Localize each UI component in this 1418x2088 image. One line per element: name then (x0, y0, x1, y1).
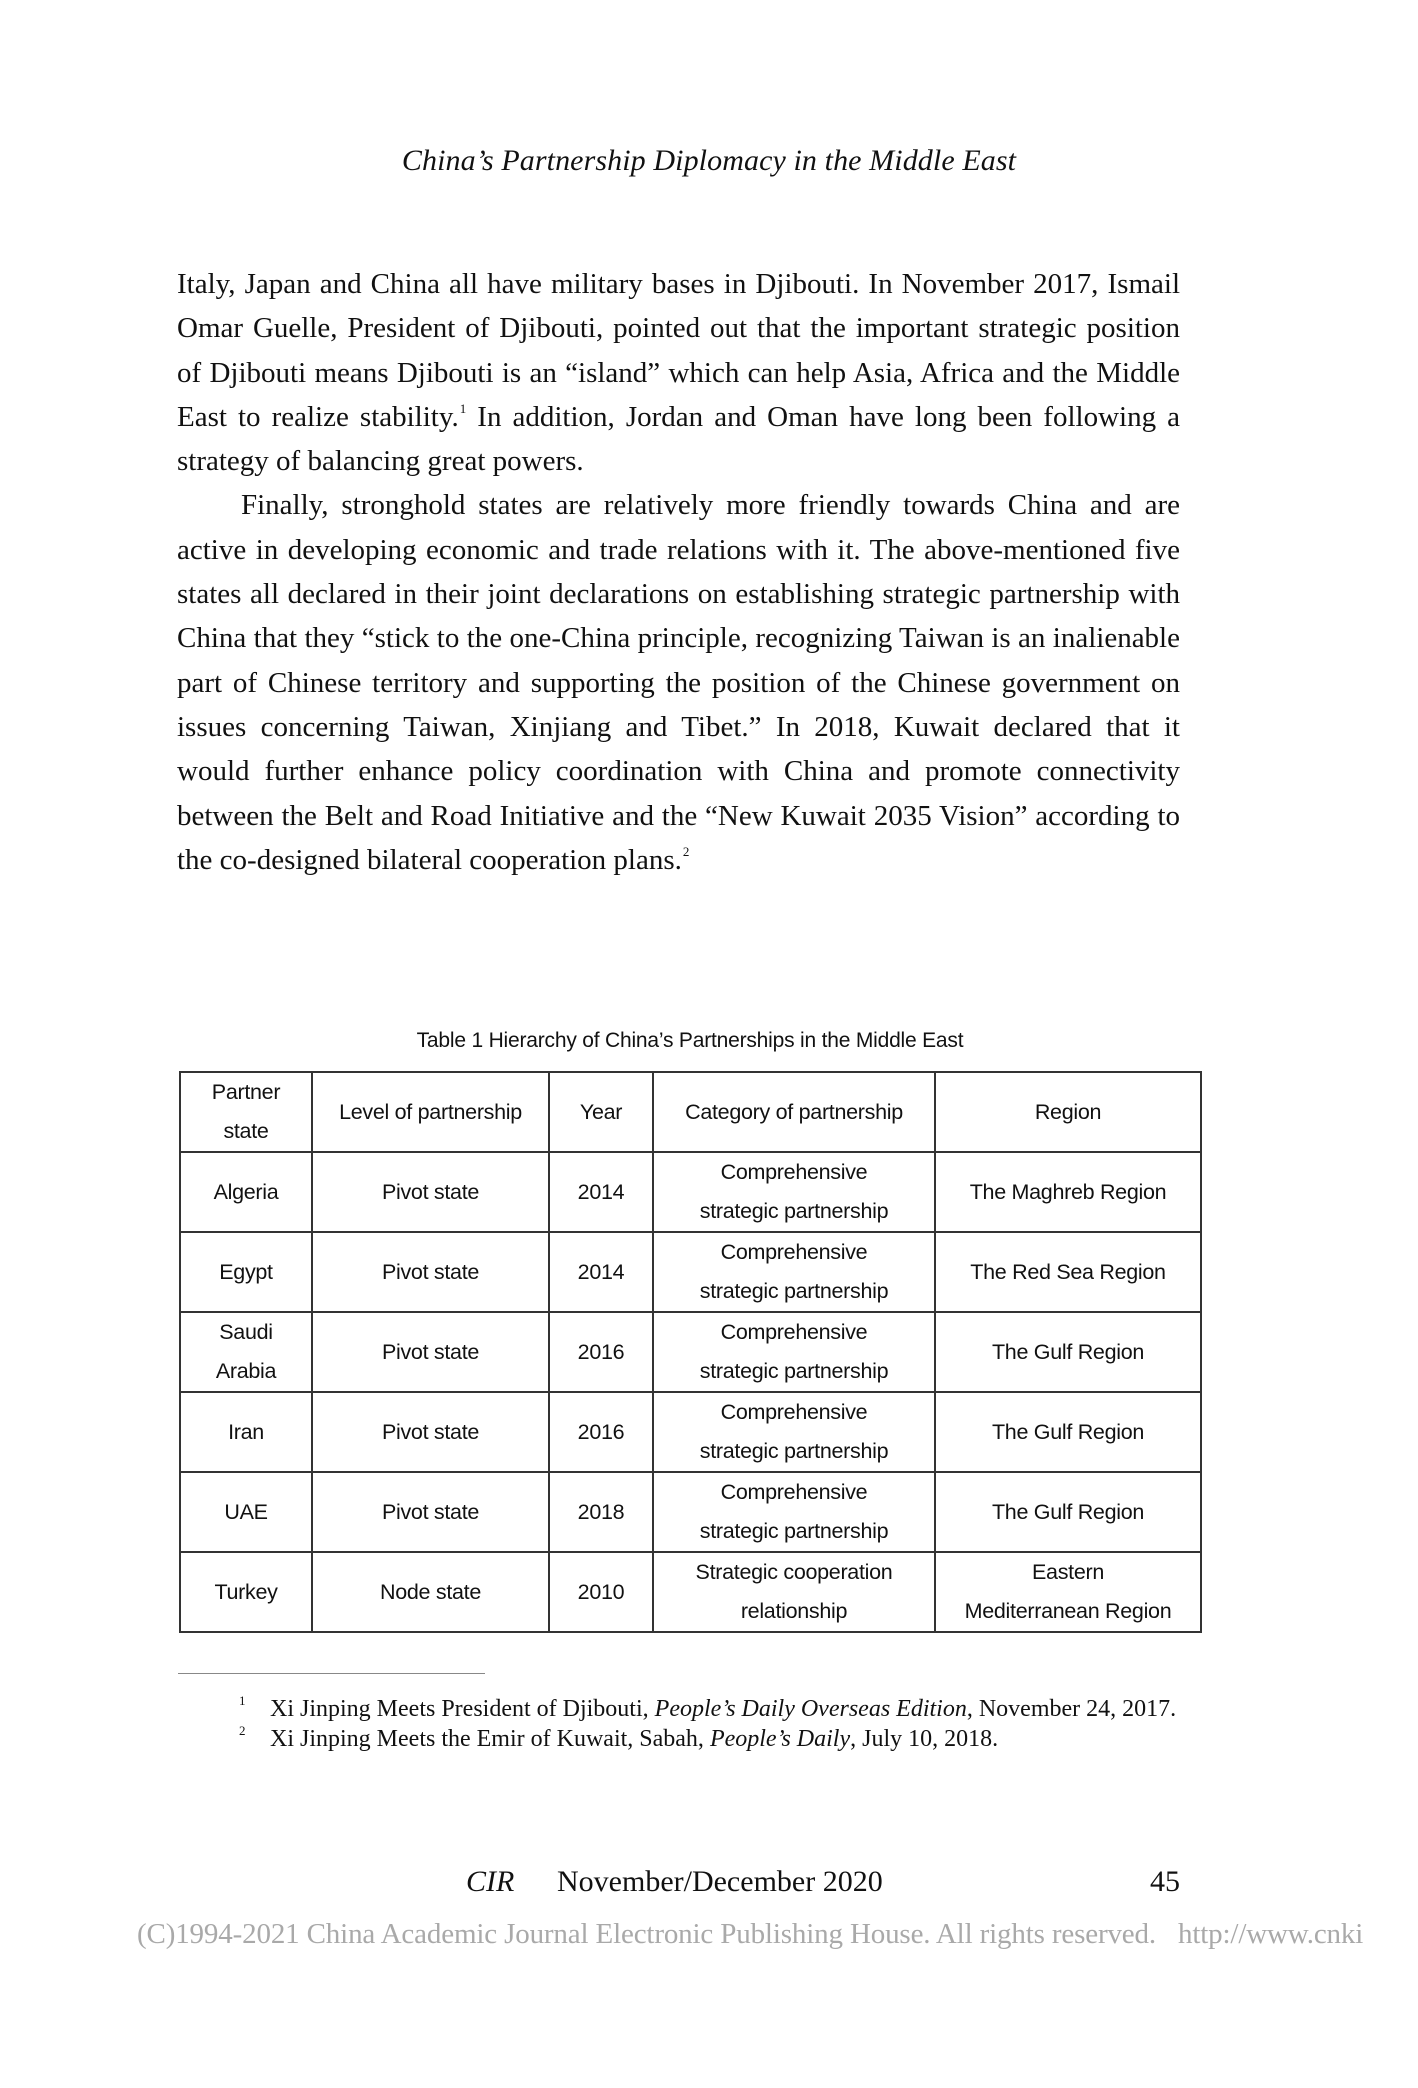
paragraph-1-text-b: In addition, Jordan and Oman have long been following a strategy of balancing great powers. (177, 400, 1180, 478)
issue-date: November/December 2020 (557, 1865, 883, 1898)
cell-year: 2016 (549, 1312, 653, 1392)
cell-text: strategic partnership (699, 1199, 889, 1223)
header-text: Year (579, 1099, 623, 1124)
cell-text: Iran (228, 1419, 264, 1444)
table-header-row (180, 1072, 1201, 1152)
paragraph-1 (177, 262, 1180, 483)
page-number: 45 (1150, 1865, 1180, 1898)
cell-text: Comprehensive (720, 1400, 868, 1424)
cell-text: Saudi (219, 1320, 273, 1344)
footnote-text: Xi Jinping Meets the Emir of Kuwait, Sabah, (270, 1725, 710, 1752)
header-level (312, 1072, 549, 1152)
cell-year: 2014 (549, 1232, 653, 1312)
table-caption: Table 1 Hierarchy of China’s Partnerships in the Middle East (416, 1029, 964, 1052)
table-row (180, 1472, 1201, 1552)
cell-year: 2014 (549, 1152, 653, 1232)
cell-year: 2010 (549, 1552, 653, 1632)
paragraph-2-text-a: Finally, stronghold states are relatively more friendly towards China and are active in developing economic and trade relations with it. The above-mentioned five states all declared in their joint declarations on establishing strategic partnership with China that they “stick to the one-China principle, recognizing Taiwan is an inalienable part of Chinese territory and supporting the position of the Chinese government on issues concerning Taiwan, Xinjiang and Tibet.” In 2018, Kuwait declared that it would further enhance policy coordination with China and promote connectivity between the Belt and Road Initiative and the “New Kuwait 2035 Vision” according to the co-designed bilateral cooperation plans. (177, 489, 1180, 876)
table-row (180, 1312, 1201, 1392)
cell-text: relationship (740, 1599, 848, 1623)
cell-year: 2018 (549, 1472, 653, 1552)
cell-text: strategic partnership (699, 1359, 889, 1383)
cell-text: strategic partnership (699, 1439, 889, 1463)
cell-level: Pivot state (312, 1152, 549, 1232)
cell-partner-state (180, 1312, 312, 1392)
table-row (180, 1552, 1201, 1632)
cell-level: Pivot state (312, 1232, 549, 1312)
footnote-source: People’s Daily Overseas Edition (654, 1696, 967, 1722)
footnote-text: , November 24, 2017. (966, 1696, 1177, 1722)
cell-partner-state (180, 1392, 312, 1472)
header-text: Category of partnership (685, 1099, 903, 1124)
header-year (549, 1072, 653, 1152)
cell-text: The Gulf Region (991, 1339, 1145, 1364)
table-row (180, 1232, 1201, 1312)
body-text (177, 262, 1180, 882)
paragraph-1-text-a: Italy, Japan and China all have military bases in Djibouti. In November 2017, Ismail Omar Guelle, President of Djibouti, pointed out that the important strategic position of Djibouti means Djibouti is an “island” which can help Asia, Africa and the Middle East to realize stability. (177, 268, 1180, 433)
footnote-source: People’s Daily (709, 1725, 851, 1752)
cell-category (653, 1152, 935, 1232)
cell-region (935, 1392, 1201, 1472)
footnote-1: 1 Xi Jinping Meets President of Djibouti, People’s Daily Overseas Edition, November 24, 2017. (239, 1693, 1177, 1722)
cell-category (653, 1552, 935, 1632)
cell-text: Comprehensive (720, 1160, 868, 1184)
header-text: Region (1034, 1099, 1102, 1124)
cell-text: The Gulf Region (991, 1419, 1145, 1444)
cell-text: strategic partnership (699, 1279, 889, 1303)
footnotes (177, 1695, 1180, 1754)
cell-partner-state (180, 1232, 312, 1312)
cell-partner-state (180, 1472, 312, 1552)
cell-text: The Red Sea Region (970, 1259, 1166, 1284)
footnote-2: 2 Xi Jinping Meets the Emir of Kuwait, Sabah, People’s Daily, July 10, 2018. (239, 1722, 999, 1752)
table-row (180, 1152, 1201, 1232)
cell-region (935, 1312, 1201, 1392)
copyright-notice (137, 1916, 1363, 1952)
footnote-text: Xi Jinping Meets President of Djibouti, (270, 1696, 655, 1722)
header-text: state (223, 1119, 269, 1143)
cell-text: Comprehensive (720, 1480, 868, 1504)
copyright-text: (C)1994-2021 China Academic Journal Electronic Publishing House. All rights reserved. (137, 1918, 1156, 1950)
header-text: Partner (211, 1080, 281, 1104)
footnote-ref-2[interactable]: 2 (682, 843, 690, 859)
cell-text: Comprehensive (720, 1320, 868, 1344)
footnote-divider (178, 1673, 485, 1674)
cell-text: Comprehensive (720, 1240, 868, 1264)
header-text: Level of partnership (339, 1099, 522, 1124)
header-category (653, 1072, 935, 1152)
cell-level: Pivot state (312, 1312, 549, 1392)
copyright-url[interactable]: http://www.cnki (1177, 1918, 1364, 1950)
cell-text: Mediterranean Region (964, 1599, 1172, 1623)
cell-text: strategic partnership (699, 1519, 889, 1543)
table-body (180, 1152, 1201, 1632)
page-footer (0, 1862, 1418, 1902)
cell-text: The Maghreb Region (969, 1179, 1167, 1204)
cell-text: The Gulf Region (991, 1499, 1145, 1524)
cell-region (935, 1152, 1201, 1232)
cell-partner-state (180, 1152, 312, 1232)
cell-level: Node state (312, 1552, 549, 1632)
cell-region (935, 1472, 1201, 1552)
running-head: China’s Partnership Diplomacy in the Middle East (401, 144, 1017, 177)
cell-category (653, 1472, 935, 1552)
cell-text: Turkey (214, 1579, 278, 1604)
cell-category (653, 1392, 935, 1472)
cell-region (935, 1232, 1201, 1312)
cell-text: Algeria (213, 1179, 279, 1204)
cell-text: Arabia (215, 1359, 277, 1383)
cell-region (935, 1552, 1201, 1632)
journal-name: CIR (466, 1865, 515, 1898)
cell-level: Pivot state (312, 1472, 549, 1552)
header-region (935, 1072, 1201, 1152)
cell-category (653, 1312, 935, 1392)
partnership-table (179, 1071, 1202, 1633)
cell-text: Eastern (1032, 1560, 1104, 1584)
cell-category (653, 1232, 935, 1312)
cell-text: UAE (224, 1499, 268, 1524)
footnote-text: , July 10, 2018. (850, 1725, 999, 1752)
cell-text: Egypt (219, 1259, 273, 1284)
table-row (180, 1392, 1201, 1472)
cell-partner-state (180, 1552, 312, 1632)
paragraph-2 (177, 483, 1180, 882)
footnote-ref-1[interactable]: 1 (459, 400, 467, 416)
cell-text: Strategic cooperation (695, 1560, 893, 1584)
cell-year: 2016 (549, 1392, 653, 1472)
header-partner-state (180, 1072, 312, 1152)
cell-level: Pivot state (312, 1392, 549, 1472)
